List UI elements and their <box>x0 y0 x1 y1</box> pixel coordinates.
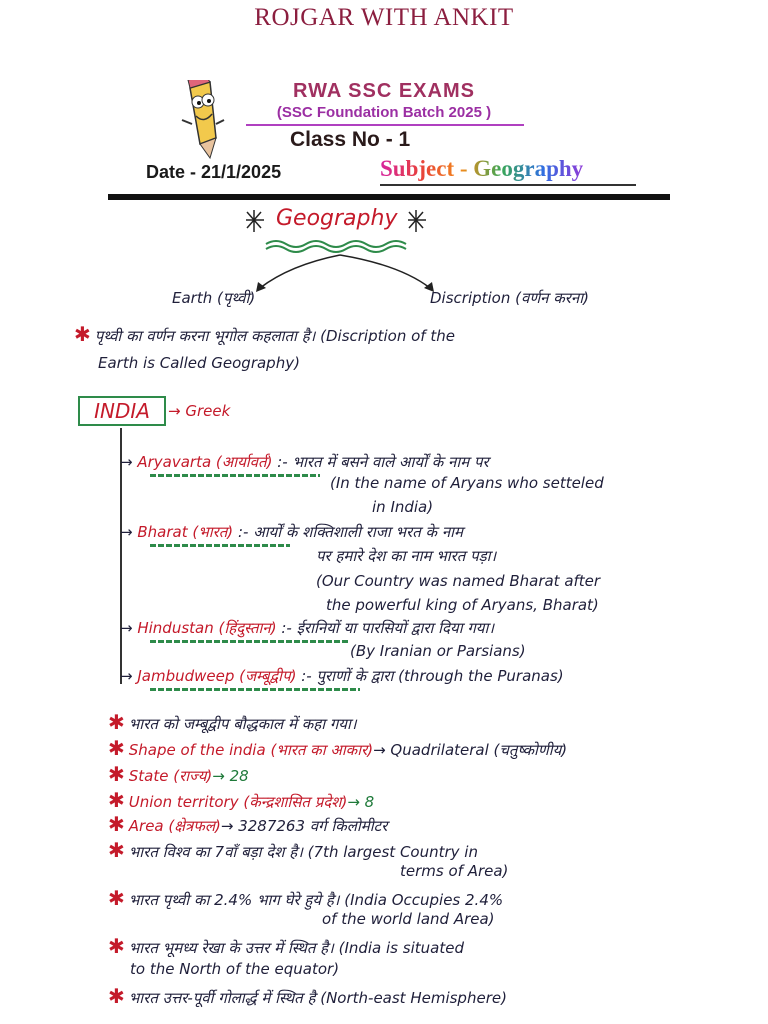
fact-9 <box>108 984 507 1008</box>
bharat-english-2: the powerful king of Aryans, Bharat) <box>326 596 599 614</box>
topic-heading: Geography <box>276 206 398 231</box>
bullet-star-icon: ✱ <box>108 710 125 734</box>
class-label: Class No <box>290 128 380 151</box>
fact-3-value: → 28 <box>212 767 249 785</box>
jambudweep-text: पुराणों के द्वारा (through the Puranas) <box>316 667 564 685</box>
fact-4-value: → 8 <box>347 793 375 811</box>
fact-5-label: Area (क्षेत्रफल) <box>128 817 221 835</box>
fact-2-value: → Quadrilateral (चतुष्कोणीय) <box>373 741 568 759</box>
fact-8 <box>108 934 464 958</box>
branch-earth: Earth (पृथ्वी) <box>172 289 256 307</box>
aryavarta-underline <box>150 474 320 477</box>
branch-arrows <box>230 250 450 300</box>
batch-title: (SSC Foundation Batch 2025 ) <box>276 104 492 121</box>
hindustan-row <box>120 618 494 638</box>
fact-6 <box>108 838 478 862</box>
fact-6-text: भारत विश्व का 7वाँ बड़ा देश है। (7th largest Country in <box>128 843 478 861</box>
hindustan-sep: :- <box>276 619 297 637</box>
bharat-term: Bharat (भारत) <box>137 523 234 541</box>
arrow-icon: → <box>120 523 138 541</box>
fact-3-label: State (राज्य) <box>128 767 213 785</box>
jambudweep-underline <box>150 688 360 691</box>
bullet-star-icon: ✱ <box>74 322 91 346</box>
india-origin: → Greek <box>168 402 231 420</box>
class-number <box>290 128 410 152</box>
bullet-star-icon: ✱ <box>108 812 125 836</box>
aryavarta-row <box>120 452 489 472</box>
lecture-date: Date - 21/1/2025 <box>146 162 282 182</box>
jambudweep-sep: :- <box>296 667 317 685</box>
fact-5 <box>108 812 387 836</box>
bullet-star-icon: ✱ <box>108 838 125 862</box>
jambudweep-term: Jambudweep (जम्बूद्वीप) <box>137 667 297 685</box>
hindustan-term: Hindustan (हिंदुस्तान) <box>137 619 277 637</box>
fact-2-label: Shape of the india (भारत का आकार) <box>128 741 374 759</box>
fact-8-text: भारत भूमध्य रेखा के उत्तर में स्थित है। (India is situated <box>128 939 464 957</box>
bullet-star-icon: ✱ <box>108 934 125 958</box>
bharat-sep: :- <box>233 523 254 541</box>
fact-5-value: → 3287263 वर्ग किलोमीटर <box>220 817 388 835</box>
bullet-star-icon: ✱ <box>108 886 125 910</box>
bharat-english-1: (Our Country was named Bharat after <box>316 572 601 590</box>
fact-6-cont: terms of Area) <box>400 862 509 880</box>
hindustan-english: (By Iranian or Parsians) <box>350 642 526 660</box>
definition-line-2: Earth is Called Geography) <box>98 354 300 372</box>
arrow-icon: → <box>120 619 138 637</box>
class-value: 1 <box>398 128 411 151</box>
bharat-underline <box>150 544 290 547</box>
bullet-star-icon: ✱ <box>108 788 125 812</box>
bharat-hindi-2: पर हमारे देश का नाम भारत पड़ा। <box>316 547 497 565</box>
subject-title: Subject - Geography <box>380 156 584 181</box>
batch-underline <box>246 124 524 126</box>
fact-4-label: Union territory (केन्द्रशासित प्रदेश) <box>128 793 348 811</box>
definition-line-1 <box>74 322 455 346</box>
arrow-icon: → <box>120 667 138 685</box>
fact-2 <box>108 736 567 760</box>
bullet-star-icon: ✱ <box>108 762 125 786</box>
definition-text-1: पृथ्वी का वर्णन करना भूगोल कहलाता है। (Discription of the <box>94 327 455 345</box>
hindustan-underline <box>150 640 350 643</box>
channel-title: ROJGAR WITH ANKIT <box>254 4 514 31</box>
bharat-hindi-1: आर्यों के शक्तिशाली राजा भरत के नाम <box>253 523 464 541</box>
branch-description: Discription (वर्णन करना) <box>430 289 589 307</box>
class-separator: - <box>379 128 399 151</box>
hindustan-hindi: ईरानियों या पारसियों द्वारा दिया गया। <box>296 619 495 637</box>
aryavarta-english-2: in India) <box>372 498 434 516</box>
fact-1-text: भारत को जम्बूद्वीप बौद्धकाल में कहा गया। <box>128 715 357 733</box>
bullet-star-icon: ✱ <box>108 736 125 760</box>
fact-7-cont: of the world land Area) <box>322 910 495 928</box>
fact-4 <box>108 788 374 812</box>
bullet-star-icon: ✱ <box>108 984 125 1008</box>
header-divider <box>108 194 670 200</box>
india-box: INDIA <box>78 396 166 426</box>
jambudweep-row <box>120 666 564 686</box>
arrow-icon: → <box>120 453 138 471</box>
aryavarta-sep: :- <box>272 453 293 471</box>
subject-underline <box>380 184 636 186</box>
fact-9-text: भारत उत्तर-पूर्वी गोलार्द्ध में स्थित है (North-east Hemisphere) <box>128 989 507 1007</box>
aryavarta-term: Aryavarta (आर्यावर्त) <box>137 453 273 471</box>
aryavarta-english-1: (In the name of Aryans who setteled <box>330 474 604 492</box>
aryavarta-hindi: भारत में बसने वाले आर्यों के नाम पर <box>292 453 489 471</box>
fact-8-cont: to the North of the equator) <box>130 960 340 978</box>
fact-1 <box>108 710 357 734</box>
fact-3 <box>108 762 249 786</box>
exam-title: RWA SSC EXAMS <box>293 80 475 102</box>
fact-7-text: भारत पृथ्वी का 2.4% भाग घेरे हुये है। (India Occupies 2.4% <box>128 891 504 909</box>
bharat-row <box>120 522 463 542</box>
fact-7 <box>108 886 503 910</box>
